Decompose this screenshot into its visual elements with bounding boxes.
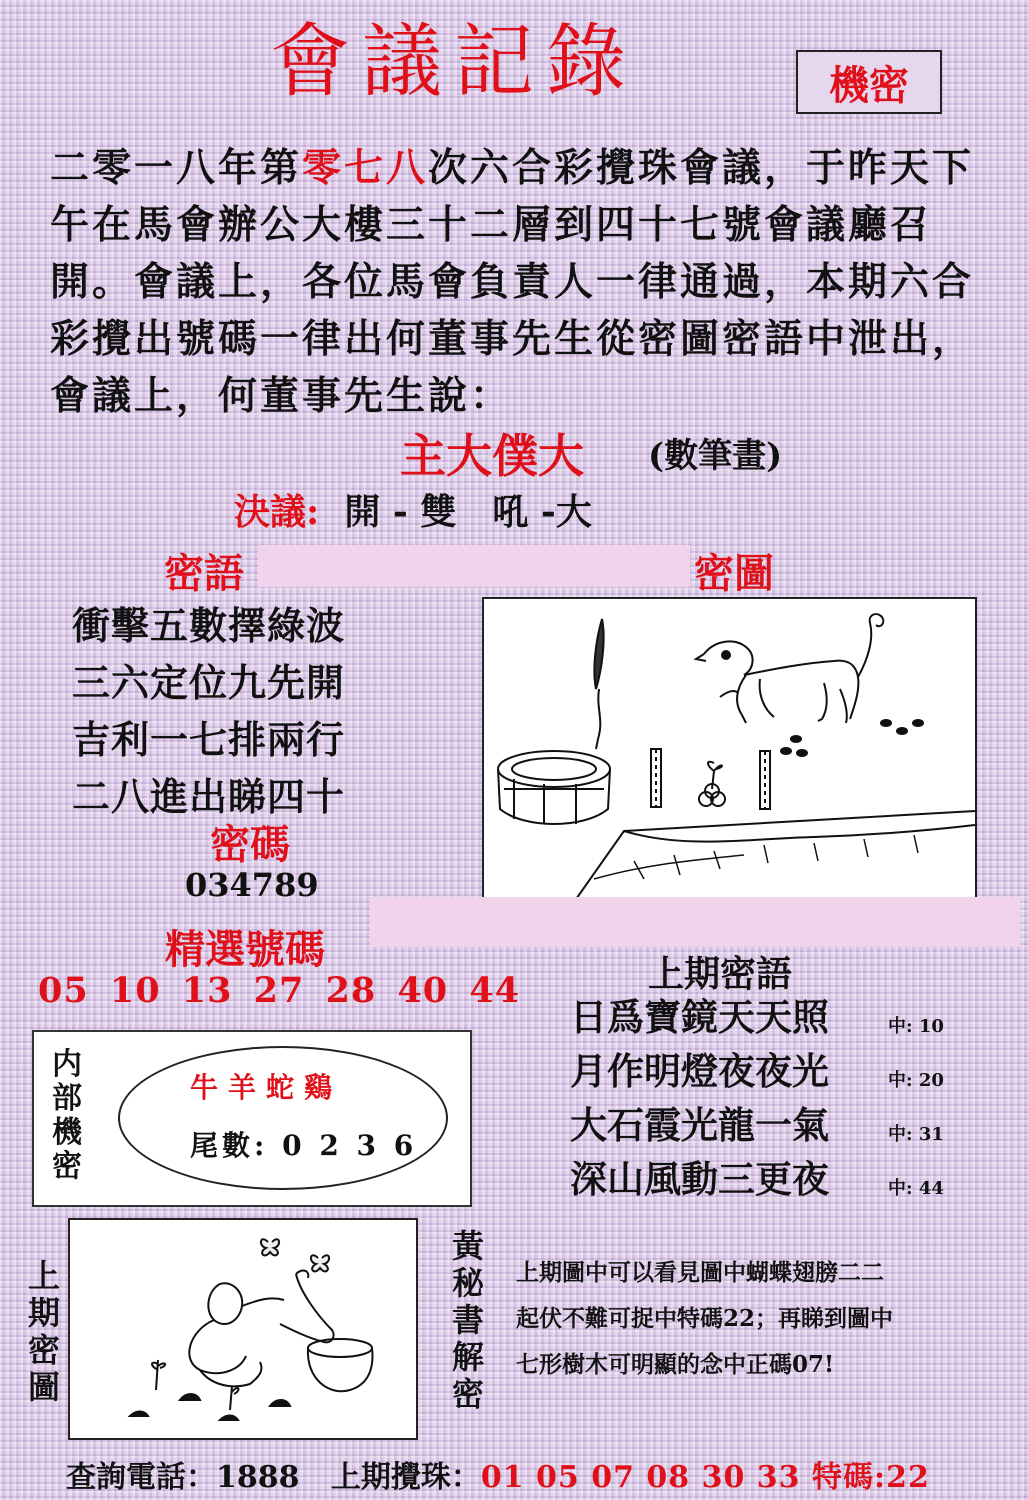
page-title: 會議記錄: [270, 15, 638, 108]
explanation-line: 七形樹木可明顯的念中正碼07!: [516, 1351, 835, 1378]
phone-label: 查詢電話：1888: [66, 1460, 300, 1495]
poem-line: 吉利一七排兩行: [72, 717, 346, 762]
secret-picture-label: 密圖: [694, 550, 774, 597]
hit-number: 中: 10: [888, 1016, 944, 1037]
redaction-mask: [370, 897, 1020, 947]
poem-line: 深山風動三更夜: [570, 1157, 829, 1201]
picks-label: 精選號碼: [165, 926, 325, 973]
intro-after: 次六合彩攪珠會議，于昨天下午在馬會辦公大樓三十二層到四十七號會議廳召開。會議上，各位馬會負責人一律通過，本期六合彩攪出號碼一律出何董事先生從密圖密語中泄出，會議上，何董事先生說：: [50, 145, 975, 419]
poem-line: 三六定位九先開: [72, 660, 346, 705]
decision-value: 開 - 雙 吼 -大: [344, 491, 592, 533]
secret-words-poem: [72, 597, 345, 825]
intro-before: 二零一八年第: [50, 145, 303, 191]
poem-line: 衝擊五數擇綠波: [72, 603, 346, 648]
footer: [66, 1452, 930, 1496]
tail-digits: 尾數: 0 2 3 6: [190, 1129, 418, 1162]
cartoon-illustration: [70, 1220, 416, 1438]
secretary-label: 黃秘書解密: [452, 1227, 485, 1413]
last-picture-label: 上期密圖: [28, 1257, 61, 1406]
poem-line: 月作明燈夜夜光: [570, 1049, 829, 1093]
last-secret-words-poem: [570, 990, 829, 1206]
last-draw-label: 上期攪珠：: [330, 1460, 481, 1495]
explanation-line: 起伏不難可捉中特碼22；再睇到圖中: [516, 1305, 894, 1332]
poem-line: 日爲寶鏡天天照: [570, 995, 829, 1039]
secret-words-label: 密語: [164, 550, 244, 597]
poem-line: 大石霞光龍一氣: [570, 1103, 829, 1147]
last-secret-words-title: 上期密語: [648, 953, 793, 995]
poem-line: 二八進出睇四十: [72, 774, 346, 819]
secretary-explanation: [516, 1250, 976, 1388]
decision: [234, 484, 592, 535]
inner-secret-label: 内部機密: [52, 1047, 82, 1184]
issue-number: 零七八: [302, 145, 429, 191]
last-draw-numbers: 01 05 07 08 30 33 特碼:22: [480, 1460, 930, 1495]
cartoon-illustration: [484, 599, 975, 902]
hit-numbers: [888, 1000, 944, 1216]
confidential-badge: 機密: [796, 50, 942, 114]
hit-number: 中: 20: [888, 1070, 944, 1091]
last-picture: [68, 1218, 418, 1440]
secret-code-label: 密碼: [210, 821, 290, 868]
explanation-line: 上期圖中可以看見圖中蝴蝶翅膀二二: [516, 1259, 884, 1286]
decision-label: 決議:: [234, 491, 320, 533]
hit-number: 中: 44: [888, 1178, 944, 1199]
zodiac-picks: 牛羊蛇鷄: [190, 1071, 343, 1104]
intro-paragraph: [50, 140, 990, 425]
clue-note: (數筆畫): [648, 436, 783, 476]
picks-numbers: 05 10 13 27 28 40 44: [38, 970, 521, 1011]
hit-number: 中: 31: [888, 1124, 944, 1145]
secret-picture: [482, 597, 977, 904]
redaction-mask: [258, 545, 690, 587]
clue-text: 主大僕大: [400, 429, 584, 483]
secret-code-value: 034789: [185, 866, 319, 904]
